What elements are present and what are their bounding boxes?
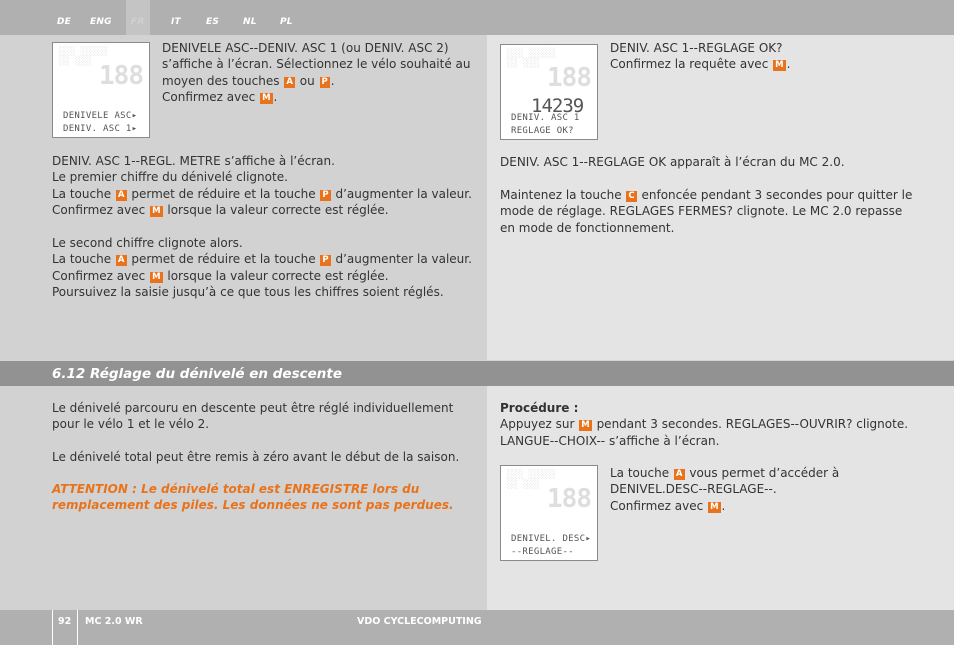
- quit-settings-paragraph: [500, 187, 920, 236]
- paragraph-first-digit: [52, 153, 482, 218]
- key-m-icon: M: [262, 92, 271, 103]
- text-span: La touche: [52, 186, 112, 201]
- lang-pl[interactable]: PL: [280, 17, 293, 27]
- text-span: Confirmez avec: [610, 498, 704, 513]
- descent-intro: [52, 400, 462, 433]
- lcd-line-2: DENIV. ASC 1▸: [63, 124, 138, 134]
- intro-or: ou: [299, 73, 315, 88]
- reglage-ok-paragraph: [500, 154, 920, 170]
- text-span: permet de réduire et la touche: [131, 252, 316, 267]
- text-span: lorsque la valeur correcte est réglée.: [167, 202, 389, 217]
- text-line: Le dénivelé parcouru en descente peut être réglé individuellement pour le vélo 1 et le vélo 2.: [52, 401, 454, 432]
- key-a-icon: A: [117, 189, 125, 200]
- warning-line: remplacement des piles. Les données ne sont pas perdues.: [52, 498, 454, 513]
- text-line: Poursuivez la saisie jusqu’à ce que tous les chiffres soient réglés.: [52, 284, 444, 299]
- confirm-period: .: [273, 89, 278, 104]
- key-m-icon: M: [581, 420, 590, 431]
- intro-sentence: DENIVELE ASC--DENIV. ASC 1 (ou DENIV. ASC 2) s’affiche à l’écran. Sélectionnez le vélo souhaité au moyen des touches: [162, 41, 471, 88]
- lcd-line-1: DENIVEL. DESC▸: [511, 534, 592, 544]
- warning-line: ATTENTION : Le dénivelé total est ENREGISTRE lors du: [52, 482, 420, 496]
- text-span: Maintenez la touche: [500, 188, 622, 202]
- lcd-display-denivel-desc: ░░░ ░░░░░ ░░ ░░░ 188 DENIVEL. DESC▸ --REGLAGE--: [500, 465, 598, 561]
- language-bar: [0, 0, 954, 35]
- lcd-line-2: --REGLAGE--: [511, 547, 574, 557]
- key-m-icon: M: [152, 205, 161, 216]
- intro-period: .: [330, 73, 335, 88]
- footer-brand: VDO CYCLECOMPUTING: [357, 616, 482, 627]
- lcd-display-reglage-ok: ░░░ ░░░░░ ░░ ░░░ 188 14239 DENIV. ASC 1 REGLAGE OK?: [500, 44, 598, 140]
- text-span: La touche: [610, 466, 670, 480]
- text-span: d’augmenter la valeur.: [335, 186, 472, 201]
- key-p-icon: P: [322, 255, 329, 266]
- lang-it[interactable]: IT: [171, 17, 181, 27]
- text-span: d’augmenter la valeur.: [335, 252, 472, 267]
- footer-divider: [77, 610, 78, 645]
- text-line: Le dénivelé total peut être remis à zéro avant le début de la saison.: [52, 450, 460, 464]
- lcd-display-deniv-asc: ░░░ ░░░░░ ░░ ░░░ 188 DENIVELE ASC▸ DENIV. ASC 1▸: [52, 42, 150, 138]
- lcd-line-2: REGLAGE OK?: [511, 126, 574, 136]
- footer-model: MC 2.0 WR: [85, 616, 143, 627]
- text-span: .: [721, 498, 726, 513]
- key-a-icon: A: [286, 76, 293, 87]
- key-p-icon: P: [321, 76, 328, 87]
- text-line: Le premier chiffre du dénivelé clignote.: [52, 170, 288, 185]
- key-a-icon: A: [675, 469, 683, 479]
- text-span: enfoncée pendant 3 secondes pour quitter le mode de réglage. REGLAGES FERMES? clignote. Le MC 2.0 repasse en mode de fonctionnement.: [500, 188, 913, 235]
- key-m-icon: M: [710, 501, 719, 512]
- text-span: vous permet d’accéder à: [689, 466, 840, 480]
- key-p-icon: P: [322, 189, 329, 200]
- confirm-text: Confirmez avec: [162, 89, 256, 104]
- reglage-ok-intro: [610, 40, 930, 73]
- key-m-icon: M: [152, 271, 161, 282]
- procedure-block: [500, 400, 920, 449]
- warning-text: [52, 481, 482, 514]
- lcd-line-1: DENIV. ASC 1: [511, 113, 580, 123]
- lcd-line-1: DENIVELE ASC▸: [63, 111, 138, 121]
- footer-divider: [52, 610, 53, 645]
- lang-es[interactable]: ES: [206, 17, 220, 27]
- text-span: Confirmez la requête avec: [610, 57, 769, 72]
- text-line: DENIVEL.DESC--REGLAGE--.: [610, 482, 777, 497]
- lcd-number: 14239: [531, 95, 584, 117]
- key-c-icon: C: [628, 191, 635, 201]
- text-span: lorsque la valeur correcte est réglée.: [167, 268, 389, 283]
- text-line: DENIV. ASC 1--REGLAGE OK apparaît à l’écran du MC 2.0.: [500, 155, 845, 169]
- text-span: Confirmez avec: [52, 268, 146, 283]
- descent-reset: [52, 449, 472, 465]
- lang-de[interactable]: DE: [57, 17, 72, 27]
- key-m-icon: M: [775, 60, 784, 71]
- text-span: La touche: [52, 252, 112, 267]
- text-span: Confirmez avec: [52, 202, 146, 217]
- key-a-icon: A: [117, 255, 125, 266]
- text-span: Appuyez sur: [500, 417, 575, 432]
- text-span: .: [786, 57, 791, 72]
- page-number: 92: [58, 616, 72, 627]
- text-span: pendant 3 secondes. REGLAGES--OUVRIR? clignote. LANGUE--CHOIX-- s’affiche à l’écran.: [500, 417, 909, 448]
- text-span: permet de réduire et la touche: [131, 186, 316, 201]
- text-line: DENIV. ASC 1--REGL. METRE s’affiche à l’écran.: [52, 154, 335, 168]
- intro-text: [162, 40, 472, 105]
- procedure-label: Procédure :: [500, 401, 579, 415]
- text-line: DENIV. ASC 1--REGLAGE OK?: [610, 41, 783, 55]
- denivel-desc-steps: [610, 465, 930, 514]
- section-header: [0, 361, 954, 386]
- lang-nl[interactable]: NL: [243, 17, 257, 27]
- section-title: 6.12 Réglage du dénivelé en descente: [52, 366, 342, 382]
- lang-fr[interactable]: FR: [131, 17, 145, 27]
- text-line: Le second chiffre clignote alors.: [52, 236, 243, 250]
- lang-eng[interactable]: ENG: [90, 17, 112, 27]
- paragraph-second-digit: [52, 235, 482, 300]
